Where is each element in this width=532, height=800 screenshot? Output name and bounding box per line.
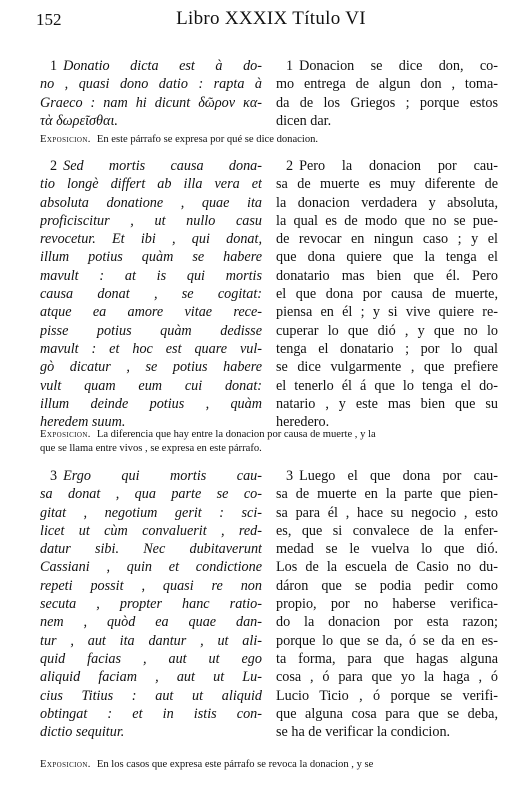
spanish-line bbox=[276, 230, 498, 248]
latin-column bbox=[40, 157, 262, 431]
exposicion-note bbox=[40, 428, 498, 456]
latin-text: repeti possit , quasi re non bbox=[40, 577, 262, 594]
latin-text: secuta , propter hanc ratio- bbox=[40, 596, 262, 613]
exposicion-label: Exposicion. bbox=[40, 759, 91, 770]
spanish-line bbox=[276, 632, 498, 650]
spanish-text: Los de la escuela de Casio no du- bbox=[276, 559, 498, 576]
latin-line bbox=[40, 230, 262, 248]
latin-line bbox=[40, 194, 262, 212]
spanish-line bbox=[276, 540, 498, 558]
spanish-column bbox=[276, 57, 498, 130]
latin-line bbox=[40, 267, 262, 285]
spanish-line bbox=[276, 705, 498, 723]
spanish-line bbox=[276, 303, 498, 321]
latin-text: gò dicatur , se potius habere bbox=[40, 359, 262, 376]
latin-line bbox=[40, 303, 262, 321]
latin-text: pisse potius quàm dedisse bbox=[40, 322, 262, 339]
spanish-column bbox=[276, 157, 498, 431]
latin-line bbox=[40, 340, 262, 358]
latin-text: proficiscitur , ut nullo casu bbox=[40, 212, 262, 229]
spanish-line bbox=[276, 687, 498, 705]
spanish-text: se dice vulgarmente , que prefiere bbox=[276, 359, 498, 376]
spanish-line bbox=[276, 194, 498, 212]
latin-text: licet ut cùm convaluerit , red- bbox=[40, 522, 262, 539]
latin-text: tur , aut ita dantur , ut ali- bbox=[40, 632, 262, 649]
exposicion-line bbox=[40, 133, 498, 147]
latin-text: quid facias , aut ut ego bbox=[40, 650, 262, 667]
latin-line bbox=[40, 687, 262, 705]
latin-text: dictio sequitur. bbox=[40, 724, 125, 741]
latin-text: revocetur. Et ibi , qui donat, bbox=[40, 231, 262, 248]
latin-text: cius Titius : aut ut aliquid bbox=[40, 687, 262, 704]
latin-text: aliquid faciam , aut ut Lu- bbox=[40, 669, 262, 686]
latin-column bbox=[40, 467, 262, 741]
spanish-text: dáron que se podia pedir como bbox=[276, 577, 498, 594]
latin-text: illum deinde potius , quàm bbox=[40, 395, 262, 412]
latin-text: illum potius quàm se habere bbox=[40, 249, 262, 266]
spanish-text: sa de muerte es muy diferente de bbox=[276, 176, 498, 193]
paragraph-number: 3 bbox=[286, 468, 294, 484]
spanish-text: natario , y este mas bien que su bbox=[276, 395, 498, 412]
spanish-line bbox=[276, 577, 498, 595]
spanish-line bbox=[276, 467, 498, 485]
latin-line bbox=[40, 705, 262, 723]
latin-text: Ergo qui mortis cau- bbox=[63, 468, 262, 484]
spanish-text: do la donacion por esta razon; bbox=[276, 614, 498, 631]
spanish-line bbox=[276, 75, 498, 93]
latin-text: atque ea amore vitae rece- bbox=[40, 304, 262, 321]
spanish-line bbox=[276, 377, 498, 395]
exposicion-label: Exposicion. bbox=[40, 429, 91, 440]
latin-text: obtingat : et in istis con- bbox=[40, 705, 262, 722]
latin-line bbox=[40, 395, 262, 413]
spanish-line bbox=[276, 504, 498, 522]
spanish-text: dicen dar. bbox=[276, 112, 332, 129]
page-header bbox=[36, 8, 506, 34]
latin-line bbox=[40, 175, 262, 193]
spanish-column bbox=[276, 467, 498, 741]
spanish-line bbox=[276, 248, 498, 266]
spanish-line bbox=[276, 668, 498, 686]
exposicion-label: Exposicion. bbox=[40, 134, 91, 145]
exposicion-text: que se llama entre vivos , se expresa en este párrafo. bbox=[40, 443, 262, 454]
latin-line bbox=[40, 485, 262, 503]
spanish-line bbox=[276, 157, 498, 175]
latin-line bbox=[40, 632, 262, 650]
latin-line bbox=[40, 112, 262, 130]
latin-text: mavult : at is qui mortis bbox=[40, 267, 262, 284]
latin-line bbox=[40, 358, 262, 376]
spanish-text: se ha de verificar la condicion. bbox=[276, 724, 451, 741]
spanish-line bbox=[276, 340, 498, 358]
spanish-line bbox=[276, 175, 498, 193]
spanish-text: cosa , ó para que yo la haga , ó bbox=[276, 669, 498, 686]
spanish-text: sa de muerte en la parte que pien- bbox=[276, 486, 498, 503]
latin-text: tio longè differt ab illa vera et bbox=[40, 176, 262, 193]
latin-line bbox=[40, 504, 262, 522]
spanish-text: el tenerlo él á que lo tenga el do- bbox=[276, 377, 498, 394]
spanish-line bbox=[276, 595, 498, 613]
latin-line bbox=[40, 467, 262, 485]
exposicion-text: En los casos que expresa este párrafo se revoca la donacion , y se bbox=[96, 759, 374, 770]
spanish-line bbox=[276, 322, 498, 340]
spanish-text: cuperar lo que dió , y que no lo bbox=[276, 322, 498, 339]
spanish-line bbox=[276, 112, 498, 130]
exposicion-line bbox=[40, 442, 498, 456]
spanish-text: donatario mas bien que él. Pero bbox=[276, 267, 498, 284]
exposicion-text: En este párrafo se expresa por qué se dice donacion. bbox=[96, 134, 319, 145]
spanish-line bbox=[276, 94, 498, 112]
latin-text: gitat , negotium gerit : sci- bbox=[40, 504, 262, 521]
exposicion-text: La diferencia que hay entre la donacion por causa de muerte , y la bbox=[96, 429, 376, 440]
latin-text: mavult : et hoc est quare vul- bbox=[40, 340, 262, 357]
spanish-text: mo entrega de algun don , toma- bbox=[276, 76, 498, 93]
latin-text: vult quam eum cui donat: bbox=[40, 377, 262, 394]
spanish-line bbox=[276, 285, 498, 303]
latin-line bbox=[40, 212, 262, 230]
spanish-line bbox=[276, 358, 498, 376]
spanish-text: tenga el donatario ; por lo qual bbox=[276, 340, 498, 357]
spanish-text: ta forma, para que hagas alguna bbox=[276, 650, 498, 667]
spanish-text: Donacion se dice don, co- bbox=[299, 58, 498, 74]
exposicion-line bbox=[40, 428, 498, 442]
latin-text: causa donat , se cogitat: bbox=[40, 286, 262, 303]
latin-line bbox=[40, 522, 262, 540]
spanish-line bbox=[276, 395, 498, 413]
spanish-text: heredero. bbox=[276, 414, 330, 431]
spanish-text: piensa en él ; y si vive quiere re- bbox=[276, 304, 498, 321]
spanish-line bbox=[276, 522, 498, 540]
latin-text: nem , quòd ea quae dan- bbox=[40, 614, 262, 631]
latin-line bbox=[40, 248, 262, 266]
latin-line bbox=[40, 157, 262, 175]
spanish-text: propio, por no haberse verifica- bbox=[276, 596, 498, 613]
latin-text: datur sibi. Nec dubitaverunt bbox=[40, 541, 262, 558]
latin-text: heredem suum. bbox=[40, 414, 126, 431]
spanish-line bbox=[276, 212, 498, 230]
latin-line bbox=[40, 540, 262, 558]
latin-line bbox=[40, 75, 262, 93]
spanish-line bbox=[276, 267, 498, 285]
spanish-text: es, que si convalece de la enfer- bbox=[276, 522, 498, 539]
spanish-text: medad se le vuelva lo que dió. bbox=[276, 541, 498, 558]
paragraph-number: 1 bbox=[286, 58, 294, 74]
paragraph-number: 2 bbox=[50, 158, 58, 174]
latin-line bbox=[40, 613, 262, 631]
spanish-line bbox=[276, 558, 498, 576]
latin-line bbox=[40, 668, 262, 686]
exposicion-note bbox=[40, 758, 498, 772]
latin-line bbox=[40, 595, 262, 613]
spanish-line bbox=[276, 613, 498, 631]
latin-line bbox=[40, 723, 262, 741]
latin-text: Donatio dicta est à do- bbox=[63, 58, 262, 74]
spanish-text: Lucio Ticio , ó porque se verifi- bbox=[276, 687, 498, 704]
latin-text: τὰ δωρεῖσθαι. bbox=[40, 112, 118, 129]
latin-line bbox=[40, 650, 262, 668]
spanish-text: Luego el que dona por cau- bbox=[299, 468, 498, 484]
spanish-line bbox=[276, 650, 498, 668]
latin-line bbox=[40, 285, 262, 303]
spanish-text: Pero la donacion por cau- bbox=[299, 158, 498, 174]
spanish-text: sa para él , hace su negocio , esto bbox=[276, 504, 498, 521]
spanish-line bbox=[276, 485, 498, 503]
latin-text: absoluta donatione , quae ita bbox=[40, 194, 262, 211]
running-title: Libro XXXIX Título VI bbox=[176, 8, 366, 29]
spanish-line bbox=[276, 723, 498, 741]
spanish-text: la donacion verdadera y absoluta, bbox=[276, 194, 498, 211]
spanish-text: el que dona por causa de muerte, bbox=[276, 286, 498, 303]
paragraph-number: 3 bbox=[50, 468, 58, 484]
latin-text: sa donat , qua parte se co- bbox=[40, 486, 262, 503]
spanish-line bbox=[276, 57, 498, 75]
spanish-text: porque lo que se da, ó se da en es- bbox=[276, 632, 498, 649]
spanish-text: que alguna cosa para que se deba, bbox=[276, 705, 498, 722]
paragraph-number: 1 bbox=[50, 58, 58, 74]
latin-line bbox=[40, 322, 262, 340]
exposicion-line bbox=[40, 758, 498, 772]
exposicion-note bbox=[40, 133, 498, 147]
spanish-text: la qual es de modo que no se pue- bbox=[276, 212, 498, 229]
latin-column bbox=[40, 57, 262, 130]
latin-text: no , quasi dono datio : rapta à bbox=[40, 76, 262, 93]
paragraph-number: 2 bbox=[286, 158, 294, 174]
latin-text: Graeco : nam hi dicunt δῶρον κα- bbox=[40, 94, 262, 111]
latin-line bbox=[40, 558, 262, 576]
latin-line bbox=[40, 377, 262, 395]
latin-line bbox=[40, 94, 262, 112]
spanish-text: que dona quiere que la tenga el bbox=[276, 249, 498, 266]
page-number: 152 bbox=[36, 10, 62, 29]
latin-text: Cassiani , quin et condictione bbox=[40, 559, 262, 576]
latin-text: Sed mortis causa dona- bbox=[63, 158, 262, 174]
latin-line bbox=[40, 577, 262, 595]
latin-line bbox=[40, 57, 262, 75]
spanish-text: da de los Griegos ; porque estos bbox=[276, 94, 498, 111]
spanish-text: de revocar en ningun caso ; y el bbox=[276, 231, 498, 248]
